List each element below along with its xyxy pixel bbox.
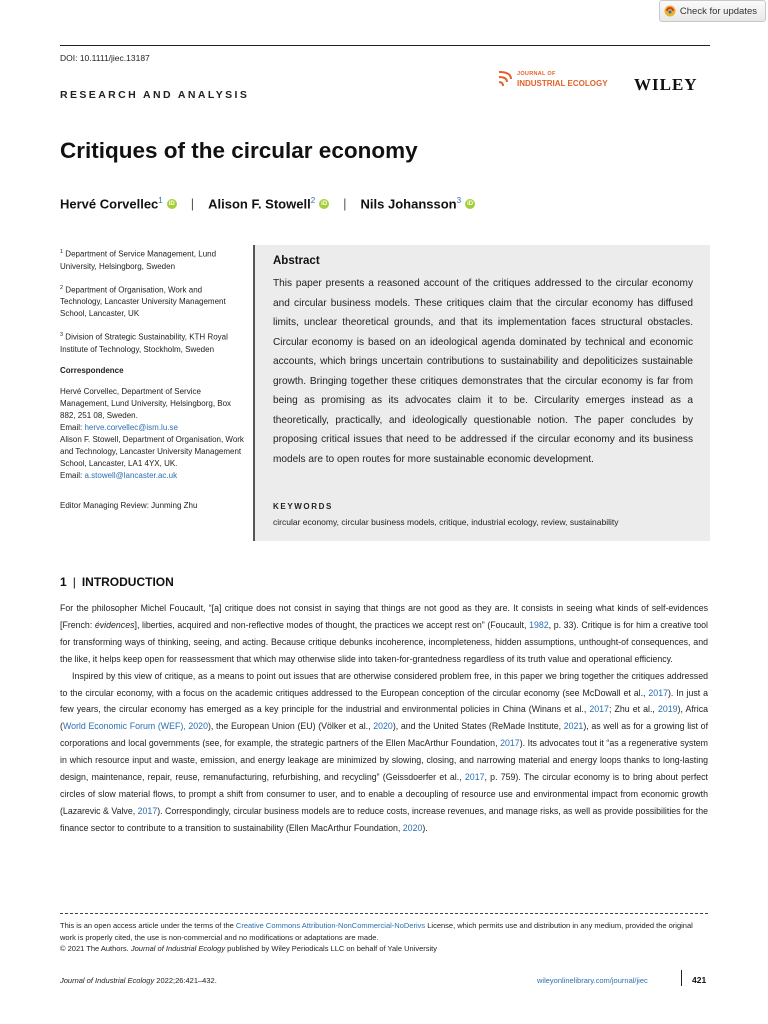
editor-note: Editor Managing Review: Junming Zhu — [60, 500, 198, 510]
correspondence-title: Correspondence — [60, 365, 124, 375]
paragraph-2: Inspired by this view of critique, as a means to point out issues that are otherwise considered problem free, in this paper we bring together the critiques addressed to the circular economy, with a focus on the academic critiques addressed to the European conception of the circular economy (see McDowall et al., 2017). In just a few years, the circular economy has emerged as a key principle for the industrial and environmental policies in China (Winans et al., 2017; Zhu et al., 2019), Africa (World Economic Forum (WEF), 2020), the European Union (EU) (Völker et al., 2020), and the United States (ReMade Institute, 2021), as well as for a growing list of corporations and local governments (see, for example, the strategic partners of the Ellen MacArthur Foundation, 2017). Its advocates tout it “as a regenerative system in which resource input and waste, emission, and energy leakage are minimized by slowing, closing, and narrowing material and energy loops thanks to long-lasting design, maintenance, repair, reuse, remanufacturing, refurbishing, and recycling” (Geissdoerfer et al., 2017, p. 759). The circular economy is to bring about perfect circles of slow material flows, to prompt a shift from consumer to user, and to enable a decoupling of resource use and environmental impact from economic growth (Lazarevic & Valve, 2017). Correspondingly, circular business models are to reduce costs, increase revenues, and manage risks, as well as provide possibilities for the finance sector to contribute to a transition to sustainability (Ellen MacArthur Foundation, 2020). — [60, 670, 709, 833]
citation-link[interactable]: 2020 — [373, 721, 393, 732]
body-text — [60, 600, 708, 837]
article-title: Critiques of the circular economy — [60, 138, 418, 163]
author-2[interactable]: Alison F. Stowell$^2$ — [208, 196, 316, 212]
abstract-title: Abstract — [273, 255, 320, 267]
citation-link[interactable]: 2017 — [648, 687, 668, 698]
keywords-text: circular economy, circular business models, critique, industrial ecology, review, sustainability — [273, 517, 619, 527]
affiliation-1: $^1$ Department of Service Management, Lund University, Helsingborg, Sweden — [60, 249, 217, 271]
email-link-1[interactable]: herve.corvellec@ism.lu.se — [84, 422, 178, 432]
email-link-2[interactable]: a.stowell@lancaster.ac.uk — [84, 470, 178, 480]
author-separator: | — [343, 196, 347, 212]
citation-link[interactable]: World Economic Forum (WEF), 2020 — [62, 721, 208, 732]
citation-link[interactable]: 2021 — [563, 721, 584, 732]
journal-logo-small: JOURNAL OF — [517, 71, 556, 77]
journal-logo-icon — [497, 70, 513, 88]
citation-link[interactable]: 2020 — [402, 822, 423, 833]
orcid-icon[interactable]: iD — [467, 200, 474, 207]
author-list — [60, 196, 475, 211]
abstract-box — [253, 245, 710, 541]
abstract-text: This paper presents a reasoned account of the critiques addressed to the circular economy and circular business models. These critiques claim that the circular economy has diffused limits, unclear theoretical grounds, and that its implementation faces structural obstacles. Circular economy is based on an ideological agenda dominated by technical and economic accounts, which brings uncertain contributions to sustainability and depoliticizes sustainable growth. Bringing together these critiques demonstrates that the circular economy is far from being as promising as its advocates claim it to be. Circularity emerges instead as a theoretically, practically, and ideologically questionable notion. The paper concludes by proposing critical issues that need to be addressed if the circular economy and its business models are to open routes for more sustainable economic development. — [273, 278, 693, 465]
section-heading-introduction: 1 | INTRODUCTION — [60, 575, 174, 589]
section-label: RESEARCH AND ANALYSIS — [60, 89, 250, 101]
author-3-affil-sup[interactable]: 3 — [456, 196, 462, 205]
journal-url-link[interactable]: wileyonlinelibrary.com/journal/jiec — [537, 976, 648, 985]
license-footnote: This is an open access article under the terms of the Creative Commons Attribution-NonCommercial-NoDerivs License, which permits use and distribution in any medium, provided the original work is properly cited, the use is non-commercial and no modifications or adaptations are made. © 2021 The Authors. Journal of Industrial Ecology published by Wiley Periodicals LLC on behalf of Yale University — [60, 921, 693, 953]
check-updates-icon — [664, 5, 676, 17]
author-1[interactable]: Hervé Corvellec$^1$ — [60, 196, 163, 212]
citation-link[interactable]: 2017 — [137, 805, 158, 816]
journal-logo[interactable] — [497, 70, 608, 88]
author-1-affil-sup[interactable]: 1 — [158, 196, 163, 205]
page-number: 421 — [692, 975, 707, 985]
author-3[interactable]: Nils Johansson$^3$ — [360, 196, 462, 212]
footer-divider — [681, 970, 682, 986]
check-for-updates-button[interactable] — [659, 0, 766, 22]
correspondence-block: Hervé Corvellec, Department of Service Management, Lund University, Helsingborg, Box 882, 251 08, Sweden. Email: herve.corvellec@ism.lu.se Alison F. Stowell, Department of Organisation, Work and Technology, Lancaster University Management School, Lancaster, LA1 4YX, UK. Email: a.stowell@lancaster.ac.uk — [60, 386, 244, 480]
paragraph-1: For the philosopher Michel Foucault, “[a] critique does not consist in saying that things are not good as they are. It consists in seeing what kinds of self-evidences [French: évidences], liberties, acquired and non-reflective modes of thought, the practices we accept rest on” (Foucault, 1982, p. 33). Critique is for him a creative tool for transforming ways of thinking, seeing, and acting. Because critique debunks incoherence, incompleteness, hidden assumptions, unthought-of consequences, and the like, it helps keep open for reassessment that which may otherwise slide into taken-for-grantedness regardless of its truth value and operational efficiency. — [60, 603, 708, 664]
keywords-title: KEYWORDS — [273, 502, 333, 511]
author-separator: | — [190, 196, 195, 212]
citation-link[interactable]: 2019 — [657, 704, 678, 715]
citation-link[interactable]: 2017 — [589, 704, 609, 715]
header-rule — [60, 45, 710, 46]
affiliation-3: $^3$ Division of Strategic Sustainability, KTH Royal Institute of Technology, Stockholm, Sweden — [60, 332, 228, 354]
orcid-icon[interactable]: iD — [321, 200, 328, 207]
orcid-icon[interactable]: iD — [168, 200, 175, 207]
affiliation-2: $^2$ Department of Organisation, Work and Technology, Lancaster University Management School, Lancaster, UK — [60, 284, 226, 319]
author-2-affil-sup[interactable]: 2 — [310, 196, 316, 205]
check-updates-label: Check for updates — [679, 5, 757, 17]
citation-link[interactable]: 2017 — [500, 738, 520, 749]
publisher-logo[interactable]: WILEY — [634, 75, 698, 94]
citation-link[interactable]: 2017 — [464, 772, 485, 783]
affiliations-column — [60, 246, 245, 521]
footnote-divider — [60, 913, 708, 914]
doi: DOI: 10.1111/jiec.13187 — [60, 53, 150, 63]
citation-link[interactable]: 1982 — [529, 619, 549, 630]
license-link[interactable]: Creative Commons Attribution-NonCommercial-NoDerivs — [235, 921, 426, 930]
footer-citation: Journal of Industrial Ecology 2022;26:421–432. — [60, 976, 217, 985]
journal-logo-main: INDUSTRIAL ECOLOGY — [517, 79, 608, 88]
